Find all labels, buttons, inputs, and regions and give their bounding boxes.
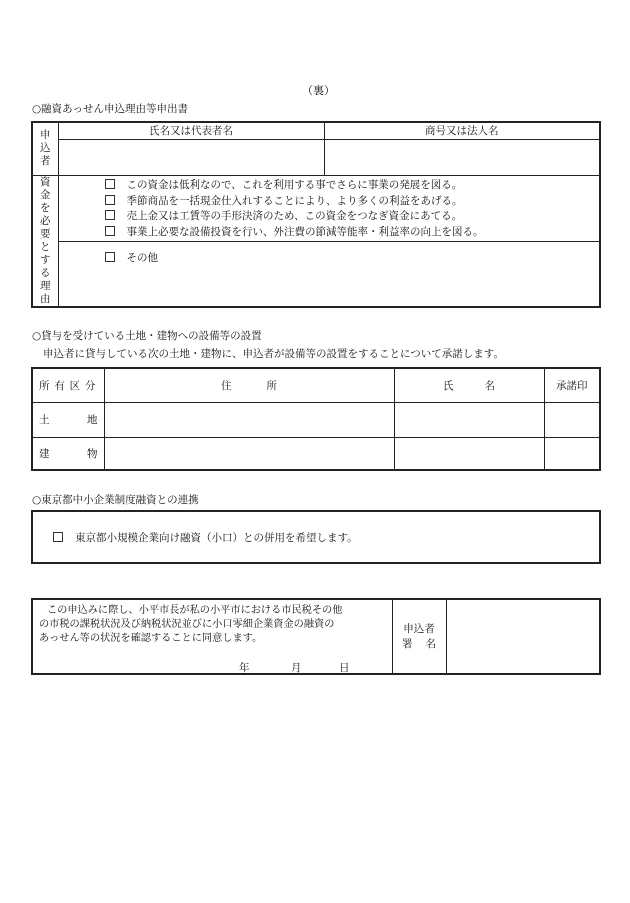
char: 申 (40, 129, 51, 142)
checkbox-icon[interactable] (53, 532, 63, 542)
char: 住 (221, 379, 232, 392)
applicant-label (33, 129, 58, 168)
reason-label (33, 176, 58, 306)
section3-title: ○東京都中小企業制度融資との連携 (32, 494, 199, 506)
char: 土 (39, 414, 50, 426)
char: 所 (39, 379, 50, 392)
char: 要 (40, 227, 51, 240)
reason-item[interactable]: 事業上必要な設備投資を行い、外注費の節減等能率・利益率の向上を図る。 (105, 224, 600, 240)
signature-label-cell (392, 599, 446, 674)
char: す (40, 253, 51, 266)
owner-name-header (443, 378, 495, 393)
char: 必 (40, 214, 51, 227)
char: 金 (40, 188, 51, 201)
char: 所 (266, 379, 277, 392)
reason-item[interactable]: この資金は低利なので、これを利用する事でさらに事業の発展を図る。 (105, 177, 600, 193)
applicant-label-cell (32, 122, 58, 175)
char: 有 (54, 379, 65, 392)
char: 物 (87, 447, 98, 460)
owner-header-cell (394, 368, 544, 402)
reasons-cell (58, 175, 600, 241)
char: 名 (425, 637, 436, 650)
date-year-label: 年 (239, 662, 250, 674)
char: を (40, 201, 51, 214)
name-field[interactable] (58, 139, 324, 175)
char: 建 (39, 447, 50, 460)
char: 氏 (443, 379, 454, 392)
consent-line: の市税の課税状況及び納税状況並びに小口零細企業資金の融資の (39, 619, 335, 630)
reason-label-cell (32, 175, 58, 307)
char: 区 (69, 379, 81, 392)
char: 込 (40, 142, 51, 155)
char: 者 (40, 155, 51, 168)
seal-header: 承諾印 (544, 368, 600, 402)
land-seal-field[interactable] (544, 402, 600, 437)
company-header: 商号又は法人名 (324, 122, 600, 139)
checkbox-icon[interactable] (105, 252, 115, 262)
checkbox-icon[interactable] (105, 195, 115, 205)
application-reason-table (31, 121, 601, 308)
page-title: （裏） (302, 84, 335, 97)
land-address-field[interactable] (104, 402, 394, 437)
char: 署 (402, 637, 413, 650)
char: る (40, 266, 51, 279)
char: 理 (40, 279, 51, 292)
type-header-cell (32, 368, 104, 402)
tokyo-loan-box (31, 510, 601, 564)
building-owner-field[interactable] (394, 437, 544, 470)
reason-item[interactable]: 季節商品を一括現金仕入れすることにより、より多くの利益をあげる。 (105, 193, 600, 209)
land-building-table (31, 367, 601, 471)
building-seal-field[interactable] (544, 437, 600, 470)
char: 名 (484, 379, 495, 392)
checkbox-icon[interactable] (105, 226, 115, 236)
consent-table (31, 598, 601, 675)
signature-field[interactable] (446, 599, 600, 674)
char: 地 (87, 414, 98, 426)
char: 分 (84, 379, 96, 392)
consent-text-cell (32, 599, 392, 674)
checkbox-icon[interactable] (105, 210, 115, 220)
land-owner-field[interactable] (394, 402, 544, 437)
name-header: 氏名又は代表者名 (58, 122, 324, 139)
checkbox-icon[interactable] (105, 179, 115, 189)
consent-line: あっせん等の状況を確認することに同意します。 (39, 633, 263, 644)
signature-label-applicant: 申込者 (403, 622, 435, 635)
tokyo-loan-option: 東京都小規模企業向け融資（小口）との併用を希望します。 (75, 531, 358, 544)
type-header (39, 378, 96, 393)
land-label (39, 412, 98, 427)
section2-title: ○貸与を受けている土地・建物への設備等の設置 (32, 330, 262, 342)
building-label (39, 446, 98, 461)
company-field[interactable] (324, 139, 600, 175)
section1-title: ○融資あっせん申込理由等申出書 (32, 103, 189, 115)
char: 資 (40, 175, 51, 188)
date-day-label: 日 (339, 662, 350, 674)
land-row-label-cell (32, 402, 104, 437)
date-month-label: 月 (291, 662, 302, 674)
reason-item[interactable]: 売上金又は工賃等の手形決済のため、この資金をつなぎ資金にあてる。 (105, 208, 600, 224)
signature-label-sign (402, 637, 436, 652)
other-reason-cell[interactable] (58, 241, 600, 307)
section2-intro: 申込者に貸与している次の土地・建物に、申込者が設備等の設置をすることについて承諾します。 (43, 348, 504, 360)
building-address-field[interactable] (104, 437, 394, 470)
char: 由 (40, 292, 51, 305)
other-label: その他 (126, 251, 158, 264)
address-header-cell (104, 368, 394, 402)
building-row-label-cell (32, 437, 104, 470)
char: と (40, 240, 51, 253)
address-header (221, 378, 277, 393)
consent-line: この申込みに際し、小平市長が私の小平市における市民税その他 (47, 605, 343, 616)
